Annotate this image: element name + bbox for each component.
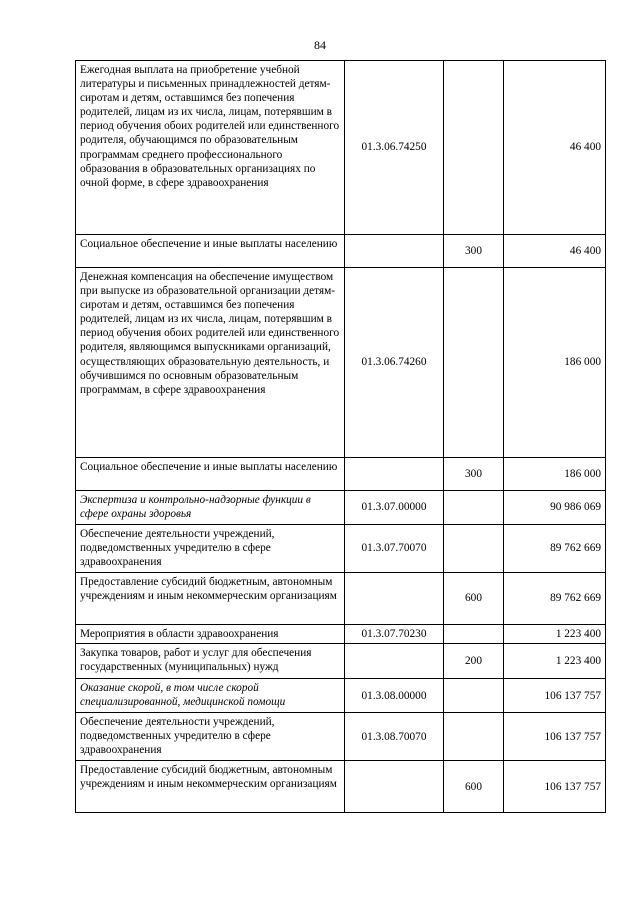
row-code-cell (345, 573, 444, 625)
row-name-cell: Обеспечение деятельности учреждений, подведомственных учредителю в сфере здравоохранения (76, 713, 345, 761)
table-row (76, 268, 606, 458)
row-code-cell: 01.3.08.70070 (345, 713, 444, 761)
row-expense-type-cell (444, 61, 504, 235)
row-amount-cell: 90 986 069 (504, 491, 606, 525)
row-expense-type-cell: 200 (444, 644, 504, 679)
row-name-cell: Предоставление субсидий бюджетным, автономным учреждениям и иным некоммерческим организациям (76, 573, 345, 625)
row-name-cell: Предоставление субсидий бюджетным, автономным учреждениям и иным некоммерческим организациям (76, 761, 345, 813)
row-amount-cell: 106 137 757 (504, 713, 606, 761)
row-expense-type-cell (444, 625, 504, 644)
row-expense-type-cell: 600 (444, 761, 504, 813)
table-row (76, 458, 606, 491)
row-amount-cell: 106 137 757 (504, 679, 606, 713)
row-amount-cell: 89 762 669 (504, 573, 606, 625)
row-code-cell: 01.3.08.00000 (345, 679, 444, 713)
row-code-cell: 01.3.07.70230 (345, 625, 444, 644)
row-amount-cell: 89 762 669 (504, 525, 606, 573)
page-number: 84 (314, 38, 326, 52)
row-name-cell: Денежная компенсация на обеспечение имуществом при выпуске из образовательной организации детям-сиротам и детям, оставшимся без попечения родителей, лицам из их числа, лицам, потерявшим в период обучения обоих родителей или единственного родителя, являющимся выпускниками организаций, осуществляющих образовательную деятельность, и обучившимся по основным образовательным программам, в сфере здравоохранения (76, 268, 345, 458)
row-amount-cell: 186 000 (504, 268, 606, 458)
table-row (76, 573, 606, 625)
row-name-cell: Оказание скорой, в том числе скорой специализированной, медицинской помощи (76, 679, 345, 713)
row-expense-type-cell: 600 (444, 573, 504, 625)
row-amount-cell: 46 400 (504, 235, 606, 268)
row-code-cell (345, 644, 444, 679)
row-expense-type-cell (444, 713, 504, 761)
row-code-cell: 01.3.07.00000 (345, 491, 444, 525)
row-expense-type-cell (444, 491, 504, 525)
row-code-cell (345, 458, 444, 491)
table-row (76, 679, 606, 713)
row-amount-cell: 46 400 (504, 61, 606, 235)
row-code-cell: 01.3.06.74250 (345, 61, 444, 235)
row-expense-type-cell (444, 525, 504, 573)
row-name-cell: Обеспечение деятельности учреждений, подведомственных учредителю в сфере здравоохранения (76, 525, 345, 573)
table-row (76, 491, 606, 525)
table-row (76, 235, 606, 268)
row-code-cell (345, 235, 444, 268)
row-code-cell: 01.3.06.74260 (345, 268, 444, 458)
table-row (76, 525, 606, 573)
row-expense-type-cell: 300 (444, 235, 504, 268)
row-amount-cell: 186 000 (504, 458, 606, 491)
table-row (76, 761, 606, 813)
row-expense-type-cell (444, 268, 504, 458)
row-amount-cell: 106 137 757 (504, 761, 606, 813)
row-code-cell (345, 761, 444, 813)
row-amount-cell: 1 223 400 (504, 644, 606, 679)
row-name-cell: Социальное обеспечение и иные выплаты населению (76, 458, 345, 491)
table-row (76, 625, 606, 644)
row-amount-cell: 1 223 400 (504, 625, 606, 644)
row-name-cell: Ежегодная выплата на приобретение учебной литературы и письменных принадлежностей детям-сиротам и детям, оставшимся без попечения родителей, лицам из их числа, лицам, потерявшим в период обучения обоих родителей или единственного родителя, обучающимся по образовательным программам среднего профессионального образования в образовательных организациях по очной форме, в сфере здравоохранения (76, 61, 345, 235)
row-name-cell: Социальное обеспечение и иные выплаты населению (76, 235, 345, 268)
row-name-cell: Мероприятия в области здравоохранения (76, 625, 345, 644)
row-name-cell: Экспертиза и контрольно-надзорные функции в сфере охраны здоровья (76, 491, 345, 525)
table-row (76, 644, 606, 679)
row-expense-type-cell (444, 679, 504, 713)
row-name-cell: Закупка товаров, работ и услуг для обеспечения государственных (муниципальных) нужд (76, 644, 345, 679)
table-row (76, 61, 606, 235)
row-code-cell: 01.3.07.70070 (345, 525, 444, 573)
budget-table (75, 60, 606, 813)
table-row (76, 713, 606, 761)
row-expense-type-cell: 300 (444, 458, 504, 491)
